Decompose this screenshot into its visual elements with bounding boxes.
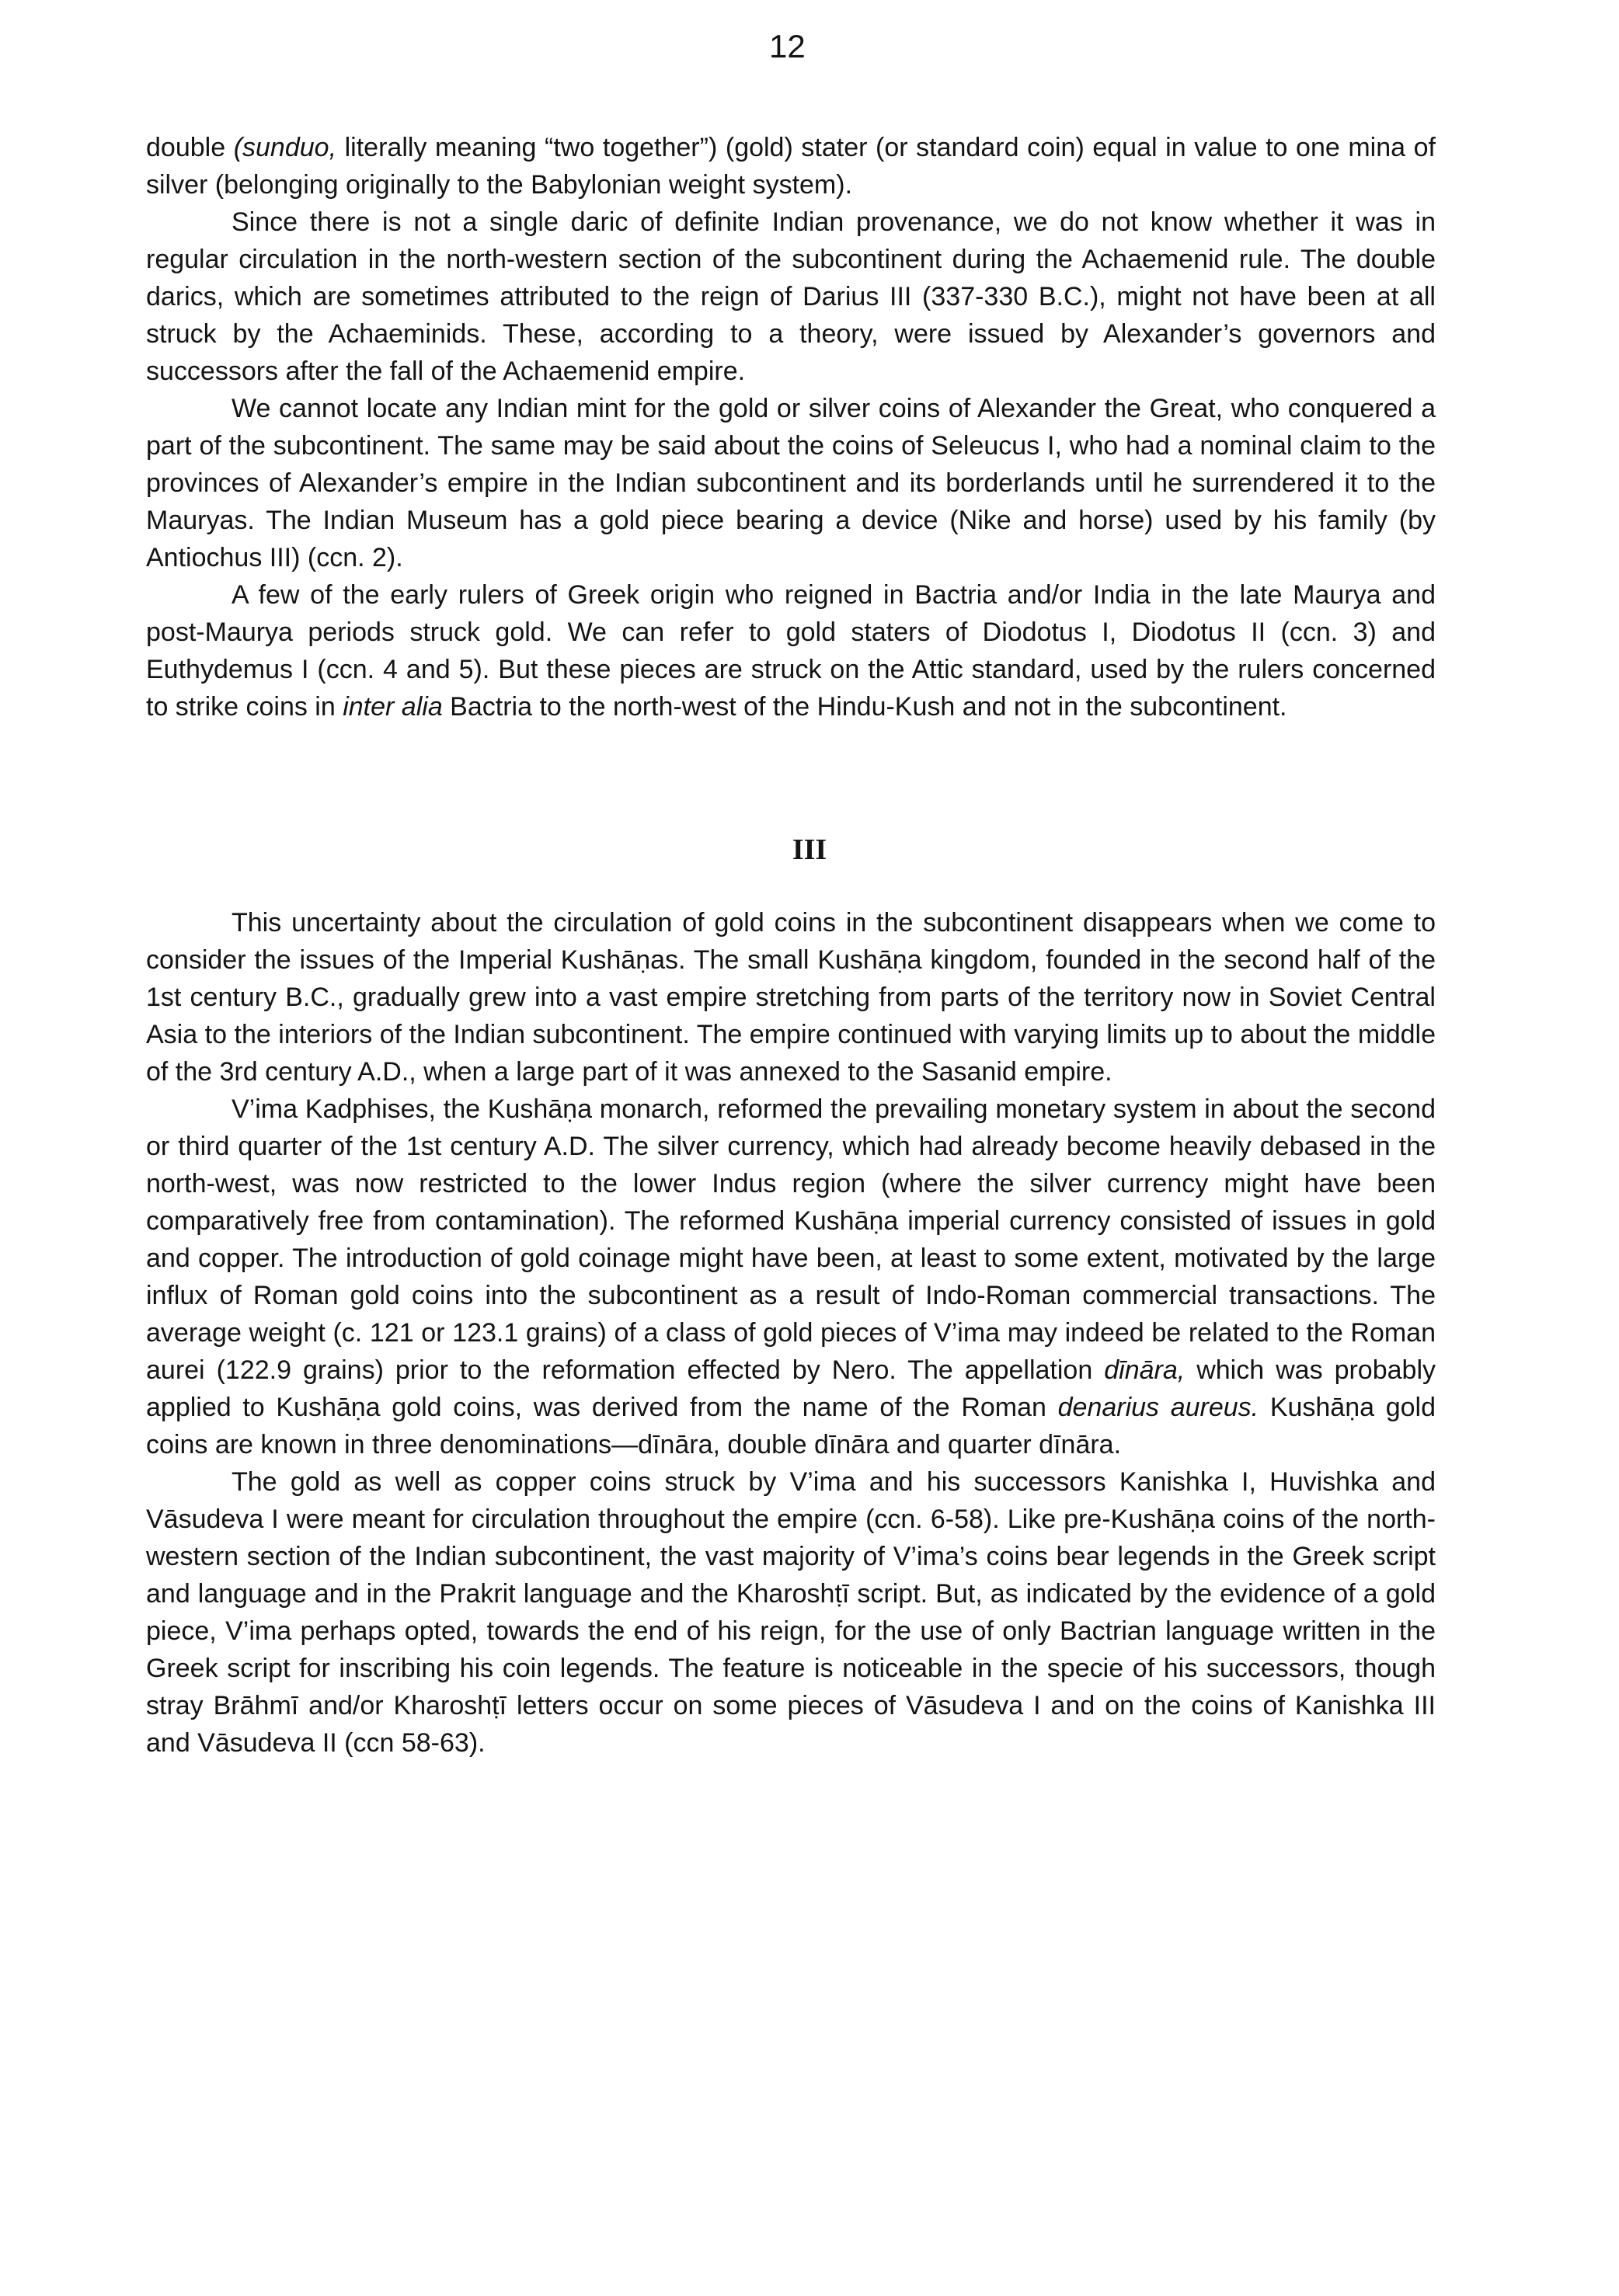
paragraph-text: double (146, 133, 234, 162)
italic-text: dīnāra, (1104, 1355, 1186, 1385)
paragraph (146, 576, 1436, 725)
paragraph (146, 390, 1436, 576)
paragraph-text: literally meaning “two together”) (gold) stater (or standard coin) equal in value to one mina of silver (belonging originally to the Babylonian weight system). (146, 133, 1436, 200)
paragraph (146, 904, 1436, 1091)
paragraph-text: A few of the early rulers of Greek origin who reigned in Bactria and/or India in the late Maurya and post-Maurya periods struck gold. We can refer to gold staters of Diodotus I, Diodotus II (ccn. 3) and Euthydemus I (ccn. 4 and 5). But these pieces are struck on the Attic standard, used by the rulers concerned to strike coins in (146, 580, 1436, 722)
paragraph-text: The gold as well as copper coins struck by V’ima and his successors Kanishka I, Huvishka and Vāsudeva I were meant for circulation throughout the empire (ccn. 6-58). Like pre-Kushāṇa coins of the north-western section of the Indian subcontinent, the vast majority of V’ima’s coins bear legends in the Greek script and language and in the Prakrit language and the Kharoshṭī script. But, as indicated by the evidence of a gold piece, V’ima perhaps opted, towards the end of his reign, for the use of only Bactrian language written in the Greek script for inscribing his coin legends. The feature is noticeable in the specie of his successors, though stray Brāhmī and/or Kharoshṭī letters occur on some pieces of Vāsudeva I and on the coins of Kanishka III and Vāsudeva II (ccn 58-63). (146, 1467, 1436, 1758)
paragraph (146, 1463, 1436, 1762)
paragraph (146, 1091, 1436, 1463)
paragraph-text: Since there is not a single daric of definite Indian provenance, we do not know whether it was in regular circulation in the north-western section of the subcontinent during the Achaemenid rule. The double darics, which are sometimes attributed to the reign of Darius III (337-330 B.C.), might not have been at all struck by the Achaeminids. These, according to a theory, were issued by Alexander’s governors and successors after the fall of the Achaemenid empire. (146, 207, 1436, 386)
italic-text: denarius aureus. (1057, 1393, 1259, 1422)
paragraph-text: This uncertainty about the circulation of gold coins in the subcontinent disappears when we come to consider the issues of the Imperial Kushāṇas. The small Kushāṇa kingdom, founded in the second half of the 1st century B.C., gradually grew into a vast empire stretching from parts of the territory now in Soviet Central Asia to the interiors of the Indian subcontinent. The empire continued with varying limits up to about the middle of the 3rd century A.D., when a large part of it was annexed to the Sasanid empire. (146, 908, 1436, 1087)
paragraph (146, 129, 1436, 204)
paragraph-text: We cannot locate any Indian mint for the gold or silver coins of Alexander the Great, who conquered a part of the subcontinent. The same may be said about the coins of Seleucus I, who had a nominal claim to the provinces of Alexander’s empire in the Indian subcontinent and its borderlands until he surrendered it to the Mauryas. The Indian Museum has a gold piece bearing a device (Nike and horse) used by his family (by Antiochus III) (ccn. 2). (146, 394, 1436, 572)
paragraph-text: Kushāṇa gold coins are known in three denominations—dīnāra, double dīnāra and quarter dīnāra. (146, 1393, 1436, 1459)
section-two-text (146, 904, 1436, 1762)
paragraph-text: Bactria to the north-west of the Hindu-Kush and not in the subcontinent. (442, 692, 1287, 722)
page-number: 12 (769, 28, 806, 64)
paragraph (146, 204, 1436, 390)
paragraph-text: which was probably applied to Kushāṇa gold coins, was derived from the name of the Roman (146, 1355, 1436, 1422)
italic-text: inter alia (343, 692, 443, 722)
paragraph-text: V’ima Kadphises, the Kushāṇa monarch, reformed the prevailing monetary system in about the second or third quarter of the 1st century A.D. The silver currency, which had already become heavily debased in the north-west, was now restricted to the lower Indus region (where the silver currency might have been comparatively free from contamination). The reformed Kushāṇa imperial currency consisted of issues in gold and copper. The introduction of gold coinage might have been, at least to some extent, motivated by the large influx of Roman gold coins into the subcontinent as a result of Indo-Roman commercial transactions. The average weight (c. 121 or 123.1 grains) of a class of gold pieces of V’ima may indeed be related to the Roman aurei (122.9 grains) prior to the reformation effected by Nero. The appellation (146, 1094, 1436, 1385)
italic-text: (sunduo, (233, 133, 337, 162)
section-heading: III (792, 833, 827, 866)
section-one-text (146, 129, 1436, 725)
